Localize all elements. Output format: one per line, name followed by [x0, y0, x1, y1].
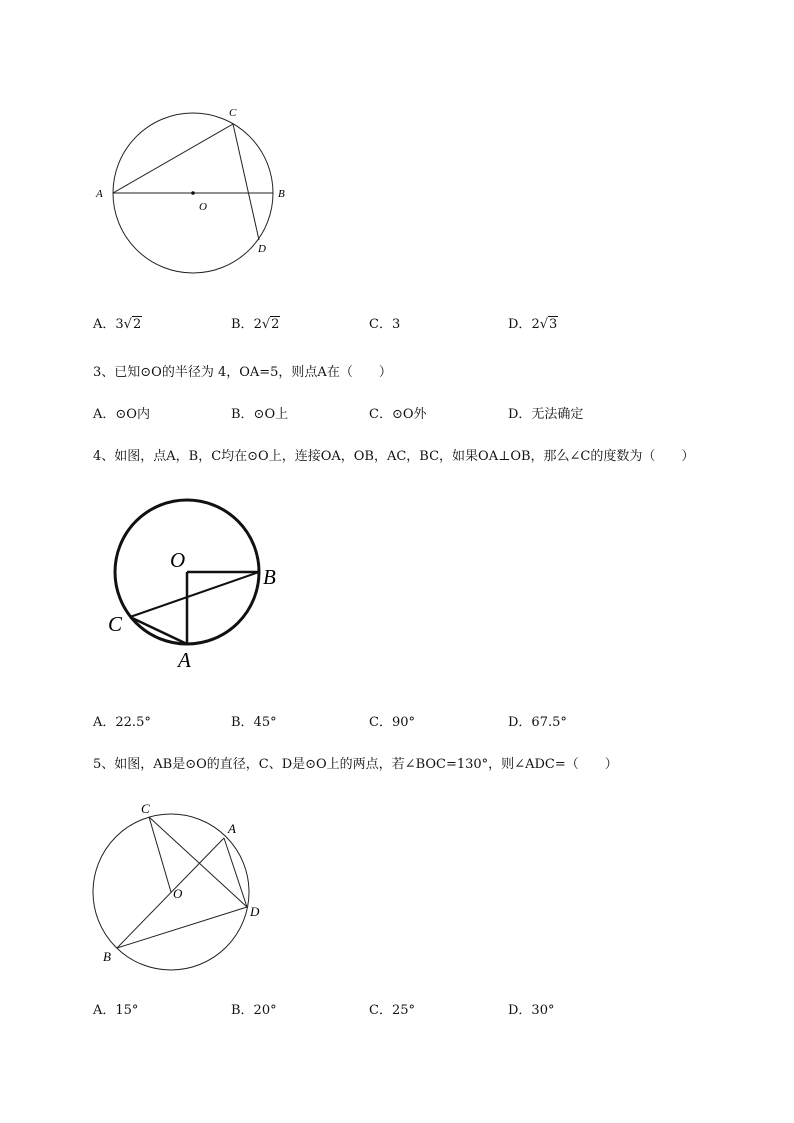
q4-option-a: A．22.5° [93, 715, 151, 730]
label-d: D [250, 904, 260, 919]
option-letter: A． [93, 317, 116, 332]
label-b: B [278, 188, 285, 200]
q5-option-d: D．30° [508, 1003, 555, 1018]
label-b: B [263, 565, 276, 589]
radius-oc [149, 817, 171, 892]
q5-stem: 5、如图，AB是⊙O的直径，C、D是⊙O上的两点，若∠BOC=130°，则∠ADC=（ ） [93, 757, 618, 772]
center-point [191, 191, 195, 195]
label-d: D [258, 243, 266, 255]
label-a: A [96, 188, 103, 200]
label-c: C [141, 801, 150, 816]
radical-coefficient: 3 [115, 317, 124, 332]
q4-stem: 4、如图，点A，B，C均在⊙O上，连接OA，OB，AC，BC，如果OA⊥OB，那么∠C的度数为（ ） [93, 449, 695, 464]
q2-option-b [231, 313, 280, 332]
q2-option-d [508, 313, 558, 332]
sqrt-sign: √ [261, 317, 271, 332]
sqrt-sign: √ [123, 317, 132, 332]
q4-option-c: C．90° [369, 715, 415, 730]
chord-ac [113, 124, 233, 193]
label-o: O [199, 201, 207, 213]
option-value: 3 [391, 317, 401, 332]
radical-coefficient: 2 [531, 317, 540, 332]
chord-bc [130, 572, 259, 617]
chord-ac [130, 617, 187, 644]
q3-option-c: C．⊙O外 [369, 407, 427, 422]
q4-option-b: B．45° [231, 715, 277, 730]
q5-option-a: A．15° [93, 1003, 139, 1018]
figure-q4-circle [100, 495, 290, 675]
label-a: A [178, 648, 191, 672]
q3-option-a: A．⊙O内 [93, 407, 150, 422]
q5-option-b: B．20° [231, 1003, 277, 1018]
option-letter: C． [369, 317, 392, 332]
sqrt-sign: √ [539, 317, 549, 332]
q3-stem: 3、已知⊙O的半径为 4，OA=5，则点A在（ ） [93, 365, 392, 380]
figure-circle-diameter-ab [85, 100, 305, 285]
option-letter: B． [231, 317, 254, 332]
label-o: O [173, 886, 183, 901]
label-a: A [228, 821, 236, 836]
q2-option-a [93, 313, 142, 332]
radical-coefficient: 2 [253, 317, 262, 332]
label-b: B [103, 949, 111, 964]
label-c: C [229, 107, 237, 119]
q3-option-b: B．⊙O上 [231, 407, 289, 422]
label-c: C [108, 612, 123, 636]
radicand: 2 [132, 317, 142, 332]
q3-option-d: D．无法确定 [508, 407, 584, 422]
radicand: 2 [271, 317, 280, 332]
option-letter: D． [508, 317, 532, 332]
chord-cd [233, 124, 259, 240]
radicand: 3 [549, 317, 558, 332]
q4-option-d: D．67.5° [508, 715, 567, 730]
q2-option-c [369, 313, 400, 332]
figure-q5-circle [88, 795, 273, 975]
q5-option-c: C．25° [369, 1003, 415, 1018]
label-o: O [170, 548, 186, 572]
